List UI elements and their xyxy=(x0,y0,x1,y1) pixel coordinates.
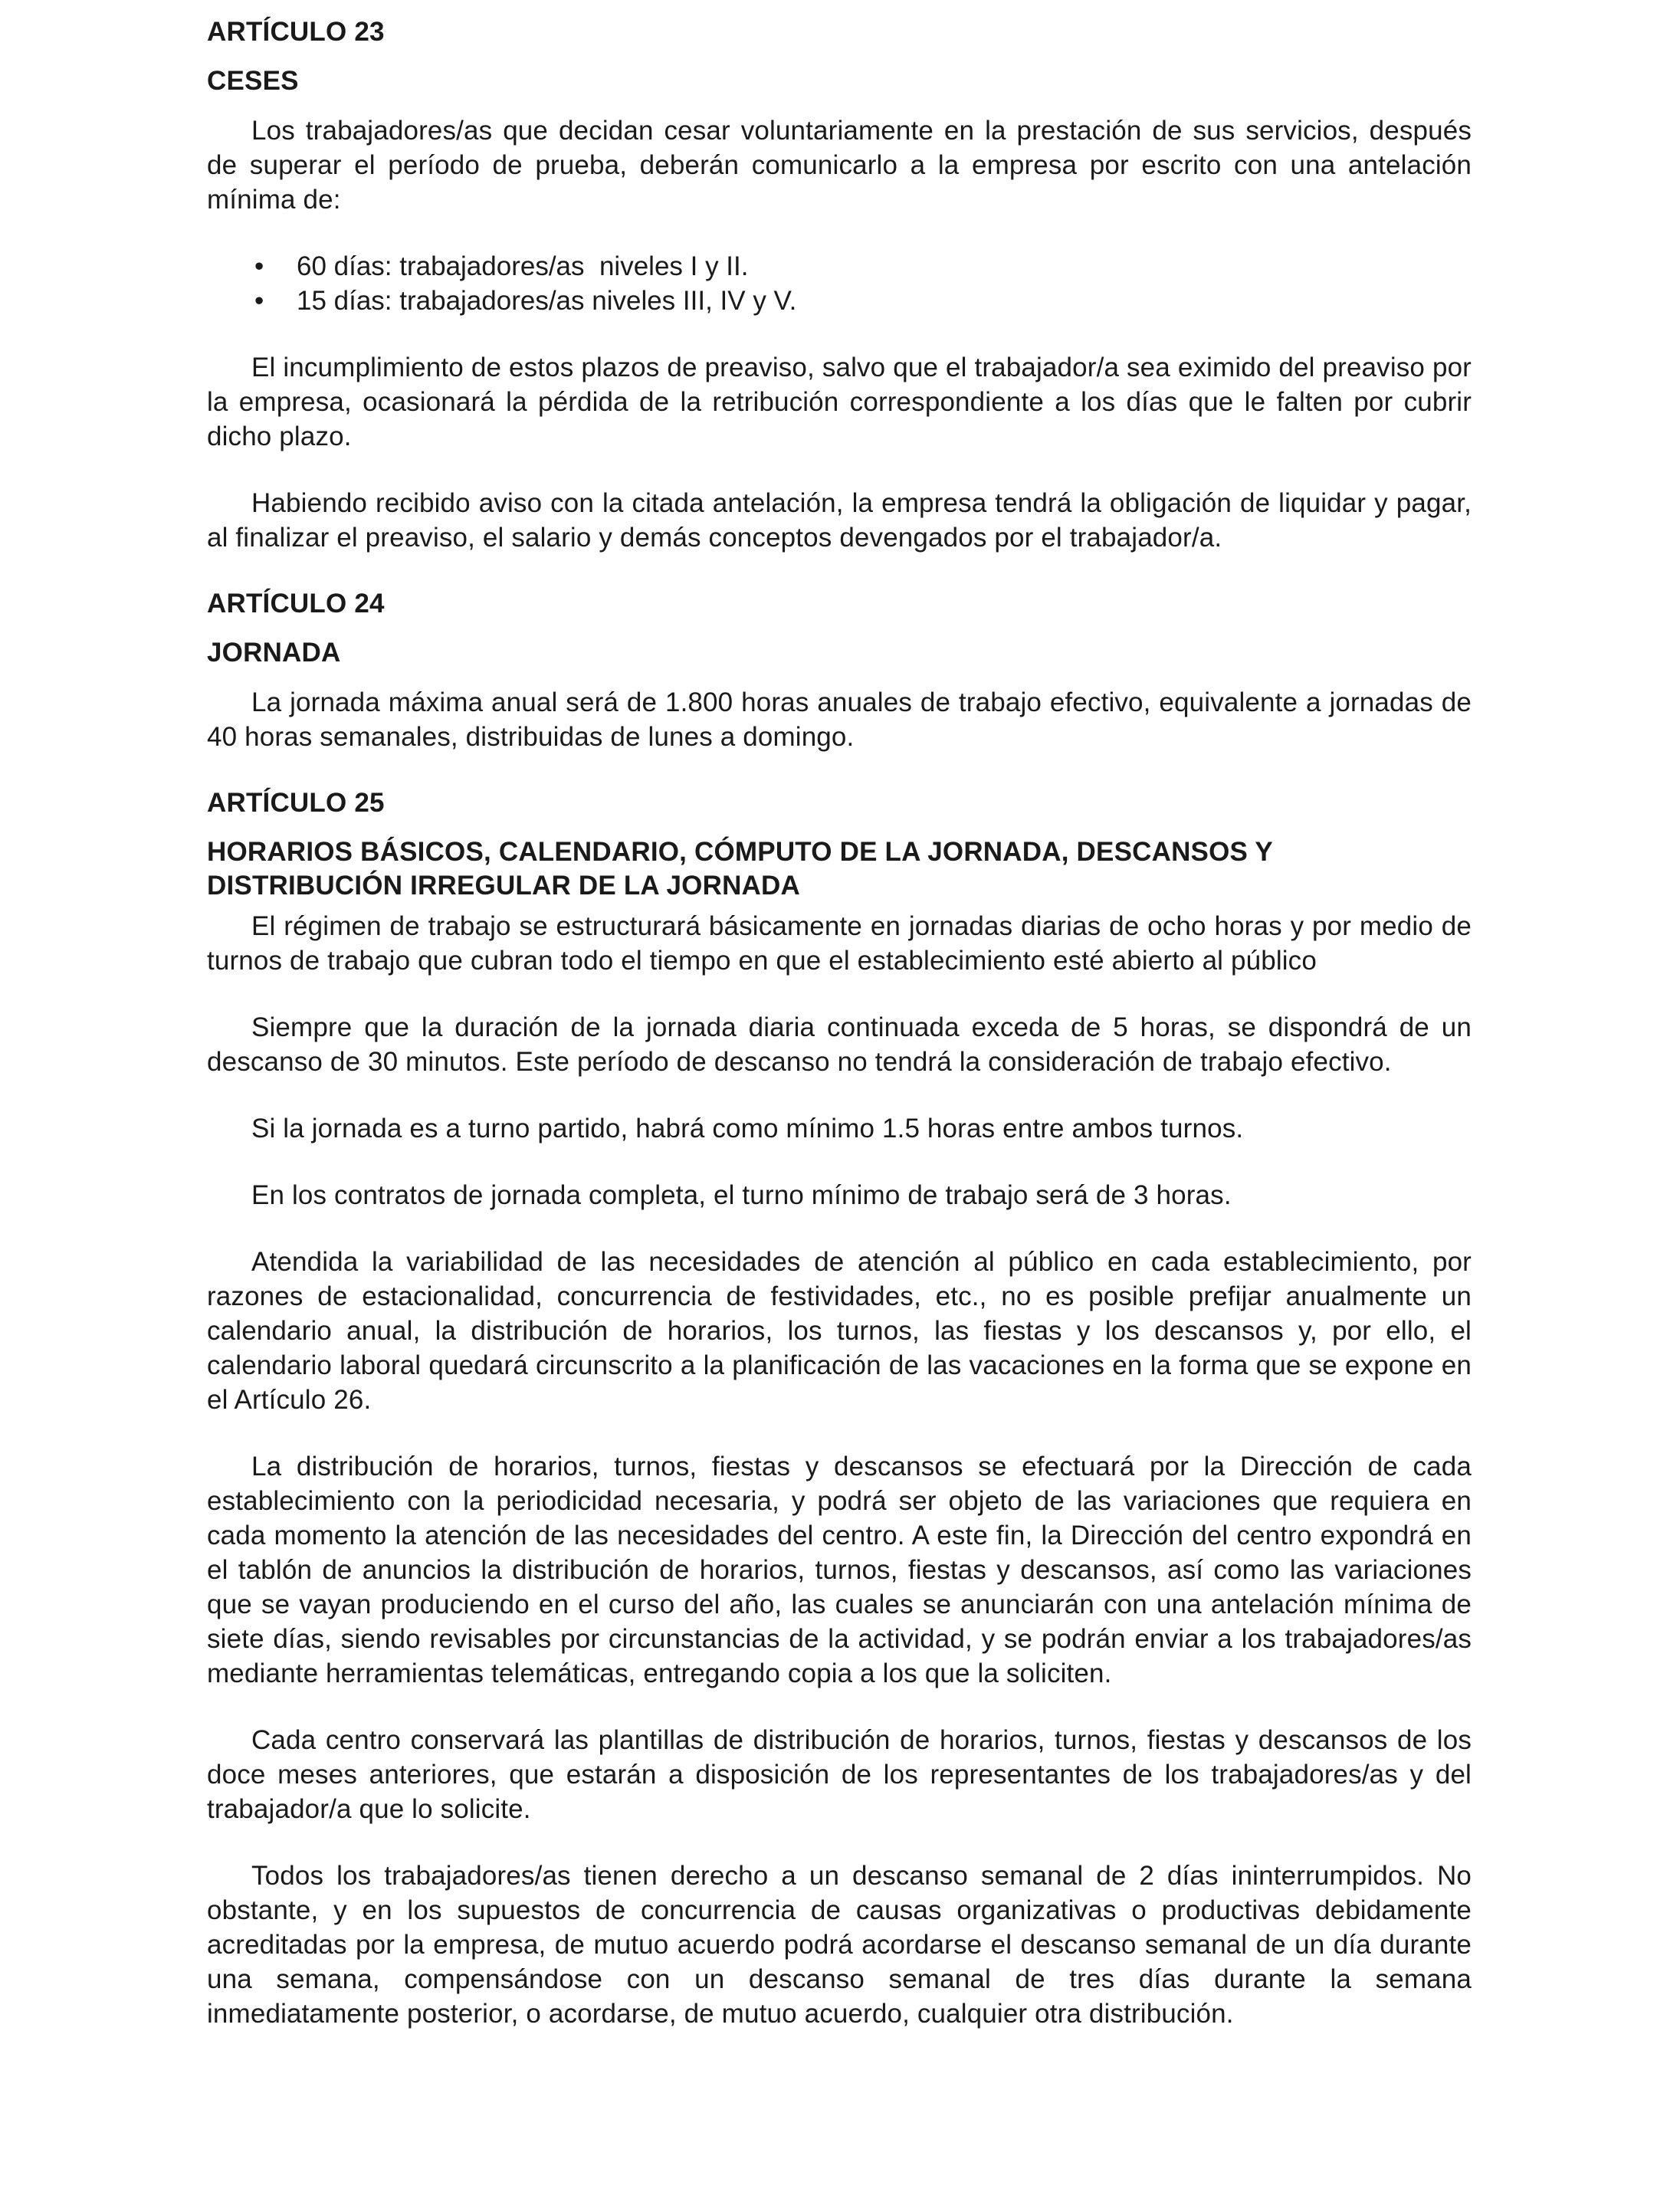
paragraph: Habiendo recibido aviso con la citada antelación, la empresa tendrá la obligación de liquidar y pagar, al finalizar el preaviso, el salario y demás conceptos devengados por el trabajador/a. xyxy=(207,488,1472,553)
article-number: ARTÍCULO 23 xyxy=(207,17,385,47)
article-title xyxy=(207,835,1472,903)
paragraph: Todos los trabajadores/as tienen derecho a un descanso semanal de 2 días ininterrumpidos. No obstante, y en los supuestos de concurrencia de causas organizativas o productivas debidamente acreditadas por la empresa, de mutuo acuerdo podrá acordarse el descanso semanal de un día durante una semana, compensándose con un descanso semanal de tres días durante la semana inmediatamente posterior, o acordarse, de mutuo acuerdo, cualquier otra distribución. xyxy=(207,1861,1472,2029)
bullet-icon: • xyxy=(254,286,264,316)
paragraph: El incumplimiento de estos plazos de preaviso, salvo que el trabajador/a sea eximido del preaviso por la empresa, ocasionará la pérdida de la retribución correspondiente a los días que le falten por cubrir dicho plazo. xyxy=(207,353,1472,451)
notice-period-list xyxy=(207,249,1472,318)
list-item-text: 15 días: trabajadores/as niveles III, IV y V. xyxy=(297,286,797,316)
paragraph: El régimen de trabajo se estructurará básicamente en jornadas diarias de ocho horas y por medio de turnos de trabajo que cubran todo el tiempo en que el establecimiento esté abierto al público xyxy=(207,911,1472,976)
paragraph: Si la jornada es a turno partido, habrá como mínimo 1.5 horas entre ambos turnos. xyxy=(251,1114,1244,1143)
article-number: ARTÍCULO 25 xyxy=(207,788,385,818)
article-23 xyxy=(207,15,1472,555)
paragraph: Siempre que la duración de la jornada diaria continuada exceda de 5 horas, se dispondrá de un descanso de 30 minutos. Este período de descanso no tendrá la consideración de trabajo efectivo. xyxy=(207,1012,1472,1077)
list-item xyxy=(207,249,1472,284)
article-number: ARTÍCULO 24 xyxy=(207,589,385,618)
article-24 xyxy=(207,587,1472,754)
article-title-line: HORARIOS BÁSICOS, CALENDARIO, CÓMPUTO DE LA JORNADA, DESCANSOS Y xyxy=(207,837,1273,867)
article-title-line: DISTRIBUCIÓN IRREGULAR DE LA JORNADA xyxy=(207,871,800,901)
list-item-text: 60 días: trabajadores/as niveles I y II. xyxy=(297,251,749,281)
article-title: CESES xyxy=(207,66,299,96)
document-page xyxy=(207,15,1472,2031)
article-title: JORNADA xyxy=(207,638,341,668)
paragraph: En los contratos de jornada completa, el turno mínimo de trabajo será de 3 horas. xyxy=(251,1180,1232,1210)
article-25 xyxy=(207,786,1472,2031)
paragraph: Atendida la variabilidad de las necesidades de atención al público en cada establecimiento, por razones de estacionalidad, concurrencia de festividades, etc., no es posible prefijar anualmente un calendario anual, la distribución de horarios, los turnos, las fiestas y los descansos y, por ello, el calendario laboral quedará circunscrito a la planificación de las vacaciones en la forma que se expone en el Artículo 26. xyxy=(207,1247,1472,1415)
paragraph: La distribución de horarios, turnos, fiestas y descansos se efectuará por la Dirección de cada establecimiento con la periodicidad necesaria, y podrá ser objeto de las variaciones que requiera en cada momento la atención de las necesidades del centro. A este fin, la Dirección del centro expondrá en el tablón de anuncios la distribución de horarios, turnos, fiestas y descansos, así como las variaciones que se vayan produciendo en el curso del año, las cuales se anunciarán con una antelación mínima de siete días, siendo revisables por circunstancias de la actividad, y se podrán enviar a los trabajadores/as mediante herramientas telemáticas, entregando copia a los que la soliciten. xyxy=(207,1452,1472,1688)
bullet-icon: • xyxy=(254,251,264,281)
paragraph: La jornada máxima anual será de 1.800 horas anuales de trabajo efectivo, equivalente a jornadas de 40 horas semanales, distribuidas de lunes a domingo. xyxy=(207,687,1472,752)
paragraph: Cada centro conservará las plantillas de distribución de horarios, turnos, fiestas y descansos de los doce meses anteriores, que estarán a disposición de los representantes de los trabajadores/as y del trabajador/a que lo solicite. xyxy=(207,1725,1472,1824)
list-item xyxy=(207,284,1472,318)
paragraph: Los trabajadores/as que decidan cesar voluntariamente en la prestación de sus servicios, después de superar el período de prueba, deberán comunicarlo a la empresa por escrito con una antelación mínima de: xyxy=(207,116,1472,215)
